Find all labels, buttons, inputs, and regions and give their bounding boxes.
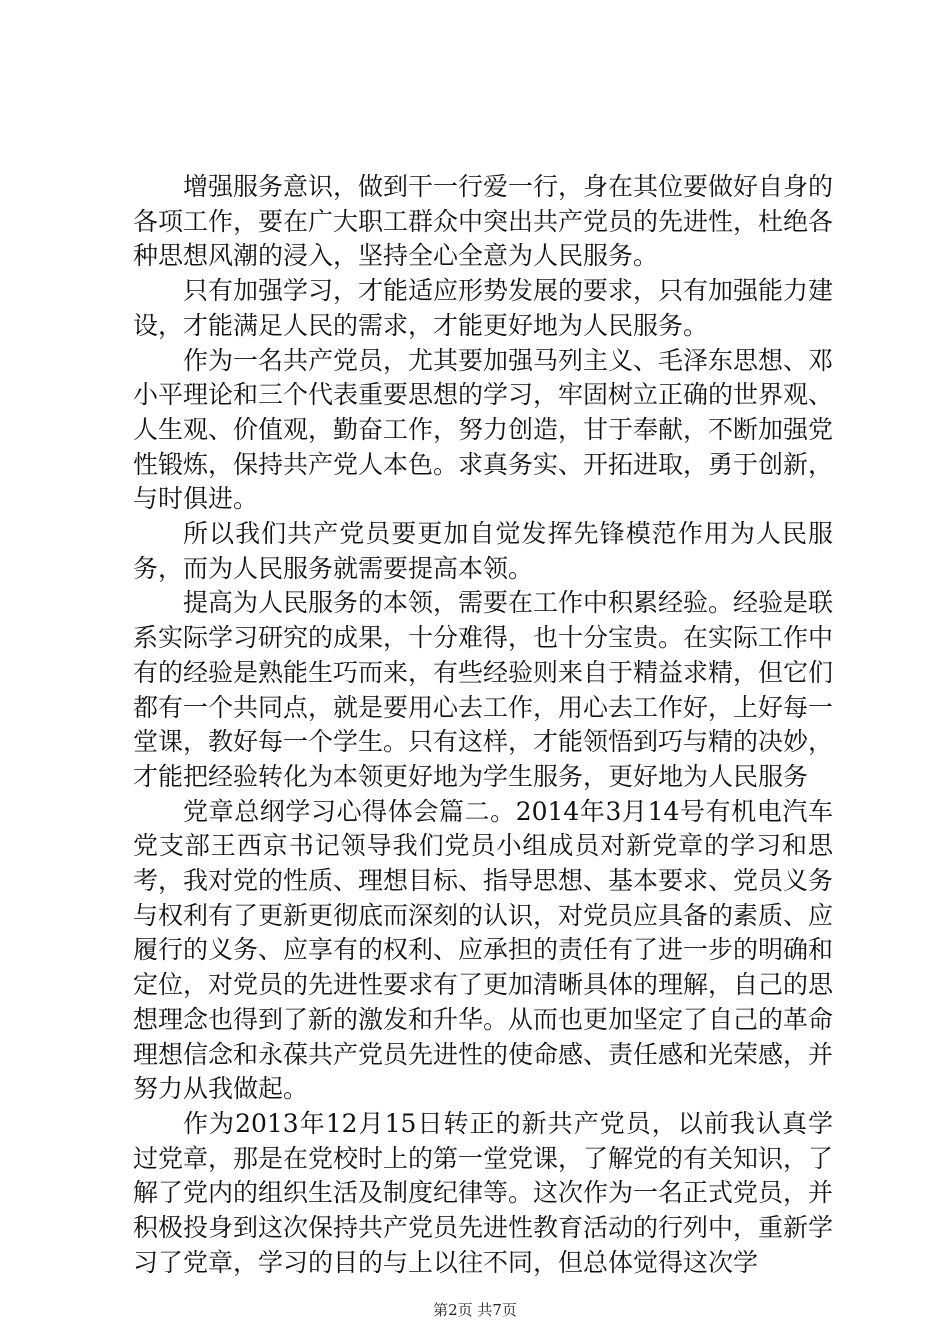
- paragraph-4: 所以我们共产党员要更加自觉发挥先锋模范作用为人民服务，而为人民服务就需要提高本领。: [133, 519, 833, 583]
- paragraph-2: 只有加强学习，才能适应形势发展的要求，只有加强能力建设，才能满足人民的需求，才能更好地为人民服务。: [133, 276, 834, 340]
- paragraph-3: 作为一名共产党员，尤其要加强马列主义、毛泽东思想、邓小平理论和三个代表重要思想的学习，牢固树立正确的世界观、人生观、价值观，勤奋工作，努力创造，甘于奉献，不断加强党性锻炼，保持共产党人本色。求真务实、开拓进取，勇于创新，与时俱进。: [133, 345, 834, 514]
- document-body: [133, 170, 833, 1281]
- paragraph-1: 增强服务意识，做到干一行爱一行，身在其位要做好自身的各项工作，要在广大职工群众中突出共产党员的先进性，杜绝各种思想风潮的浸入，坚持全心全意为人民服务。: [133, 172, 834, 271]
- paragraph-5: 提高为人民服务的本领，需要在工作中积累经验。经验是联系实际学习研究的成果，十分难得，也十分宝贵。在实际工作中有的经验是熟能生巧而来，有些经验则来自于精益求精，但它们都有一个共同点，就是要用心去工作，用心去工作好，上好每一堂课，教好每一个学生。只有这样，才能领悟到巧与精的决妙，才能把经验转化为本领更好地为学生服务，更好地为人民服务: [133, 588, 834, 791]
- paragraph-6: 党章总纲学习心得体会篇二。2014年3月14号有机电汽车党支部王西京书记领导我们党员小组成员对新党章的学习和思考，我对党的性质、理想目标、指导思想、基本要求、党员义务与权利有了更新更彻底而深刻的认识，对党员应具备的素质、应履行的义务、应享有的权利、应承担的责任有了进一步的明确和定位，对党员的先进性要求有了更加清晰具体的理解，自己的思想理念也得到了新的激发和升华。从而也更加坚定了自己的革命理想信念和永葆共产党员先进性的使命感、责任感和光荣感，并努力从我做起。: [133, 796, 834, 1104]
- page-number-footer: 第2页 共7页: [433, 1301, 517, 1319]
- paragraph-7: 作为2013年12月15日转正的新共产党员，以前我认真学过党章，那是在党校时上的第一堂党课，了解党的有关知识，了解了党内的组织生活及制度纪律等。这次作为一名正式党员，并积极投身到这次保持共产党员先进性教育活动的行列中，重新学习了党章，学习的目的与上以往不同，但总体觉得这次学: [133, 1108, 834, 1277]
